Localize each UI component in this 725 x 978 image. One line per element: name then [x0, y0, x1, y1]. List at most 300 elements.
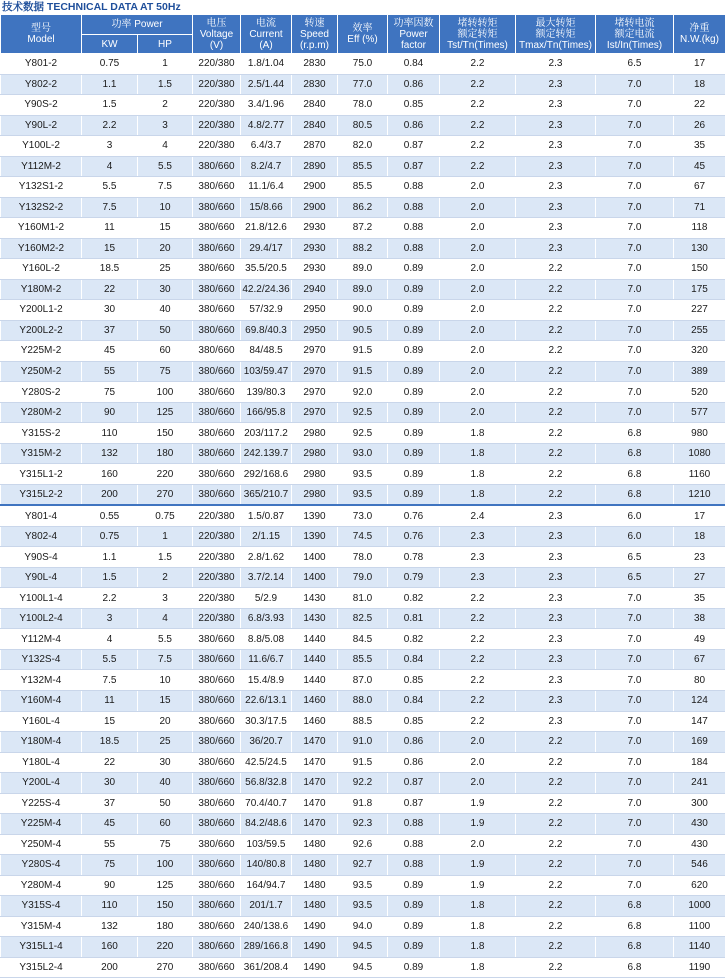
cell-voltage: 380/660	[193, 218, 241, 239]
cell-speed: 1400	[292, 567, 338, 588]
cell-voltage: 380/660	[193, 793, 241, 814]
cell-voltage: 380/660	[193, 341, 241, 362]
cell-kw: 1.1	[82, 547, 138, 568]
table-row	[1, 588, 725, 609]
cell-net-weight: 26	[674, 115, 725, 136]
cell-max-torque: 2.2	[516, 259, 596, 280]
cell-locked-torque: 2.4	[440, 505, 516, 526]
table-row	[1, 54, 725, 75]
cell-net-weight: 184	[674, 752, 725, 773]
cell-efficiency: 87.2	[338, 218, 388, 239]
cell-model: Y280S-4	[1, 855, 82, 876]
cell-kw: 18.5	[82, 732, 138, 753]
cell-hp: 4	[138, 136, 193, 157]
cell-locked-current: 6.8	[596, 423, 674, 444]
cell-power-factor: 0.89	[388, 341, 440, 362]
cell-hp: 180	[138, 443, 193, 464]
cell-efficiency: 92.2	[338, 773, 388, 794]
table-row	[1, 115, 725, 136]
cell-voltage: 380/660	[193, 320, 241, 341]
cell-locked-torque: 2.0	[440, 752, 516, 773]
cell-max-torque: 2.2	[516, 937, 596, 958]
cell-voltage: 380/660	[193, 834, 241, 855]
cell-max-torque: 2.3	[516, 177, 596, 198]
table-row	[1, 608, 725, 629]
cell-speed: 1430	[292, 608, 338, 629]
cell-net-weight: 67	[674, 649, 725, 670]
cell-model: Y90S-4	[1, 547, 82, 568]
cell-locked-current: 7.0	[596, 74, 674, 95]
cell-locked-current: 7.0	[596, 300, 674, 321]
cell-locked-current: 7.0	[596, 670, 674, 691]
cell-hp: 1	[138, 54, 193, 75]
cell-voltage: 380/660	[193, 875, 241, 896]
cell-max-torque: 2.2	[516, 834, 596, 855]
cell-voltage: 380/660	[193, 916, 241, 937]
cell-hp: 0.75	[138, 505, 193, 526]
cell-speed: 1490	[292, 957, 338, 978]
cell-voltage: 380/660	[193, 957, 241, 978]
cell-net-weight: 147	[674, 711, 725, 732]
cell-current: 1.5/0.87	[241, 505, 292, 526]
cell-locked-current: 7.0	[596, 156, 674, 177]
cell-power-factor: 0.78	[388, 547, 440, 568]
cell-power-factor: 0.86	[388, 732, 440, 753]
cell-speed: 2830	[292, 74, 338, 95]
table-row	[1, 690, 725, 711]
cell-speed: 1480	[292, 875, 338, 896]
cell-speed: 2980	[292, 484, 338, 505]
cell-max-torque: 2.2	[516, 279, 596, 300]
cell-speed: 2970	[292, 361, 338, 382]
cell-power-factor: 0.89	[388, 916, 440, 937]
cell-kw: 160	[82, 937, 138, 958]
cell-hp: 15	[138, 690, 193, 711]
cell-net-weight: 255	[674, 320, 725, 341]
cell-hp: 60	[138, 341, 193, 362]
cell-speed: 2980	[292, 423, 338, 444]
cell-speed: 2870	[292, 136, 338, 157]
cell-speed: 1470	[292, 752, 338, 773]
cell-current: 84.2/48.6	[241, 814, 292, 835]
cell-max-torque: 2.3	[516, 54, 596, 75]
cell-model: Y315S-2	[1, 423, 82, 444]
cell-efficiency: 91.8	[338, 793, 388, 814]
cell-hp: 30	[138, 752, 193, 773]
table-row	[1, 218, 725, 239]
cell-current: 30.3/17.5	[241, 711, 292, 732]
cell-current: 164/94.7	[241, 875, 292, 896]
cell-kw: 75	[82, 855, 138, 876]
cell-power-factor: 0.86	[388, 752, 440, 773]
cell-net-weight: 1080	[674, 443, 725, 464]
cell-model: Y180L-4	[1, 752, 82, 773]
table-row	[1, 505, 725, 526]
table-row	[1, 834, 725, 855]
cell-power-factor: 0.89	[388, 875, 440, 896]
cell-locked-torque: 2.2	[440, 156, 516, 177]
cell-speed: 1390	[292, 505, 338, 526]
cell-voltage: 380/660	[193, 732, 241, 753]
cell-net-weight: 577	[674, 402, 725, 423]
cell-model: Y160L-2	[1, 259, 82, 280]
cell-speed: 2840	[292, 95, 338, 116]
cell-hp: 75	[138, 361, 193, 382]
cell-current: 203/117.2	[241, 423, 292, 444]
cell-kw: 3	[82, 608, 138, 629]
cell-hp: 1.5	[138, 547, 193, 568]
cell-speed: 2930	[292, 218, 338, 239]
cell-power-factor: 0.76	[388, 526, 440, 547]
cell-kw: 55	[82, 834, 138, 855]
cell-locked-current: 6.0	[596, 526, 674, 547]
cell-efficiency: 89.0	[338, 259, 388, 280]
cell-power-factor: 0.86	[388, 74, 440, 95]
cell-locked-torque: 2.0	[440, 197, 516, 218]
cell-kw: 2.2	[82, 115, 138, 136]
cell-locked-torque: 2.3	[440, 567, 516, 588]
cell-kw: 200	[82, 484, 138, 505]
cell-current: 289/166.8	[241, 937, 292, 958]
cell-power-factor: 0.89	[388, 423, 440, 444]
cell-efficiency: 85.5	[338, 649, 388, 670]
cell-max-torque: 2.3	[516, 629, 596, 650]
cell-max-torque: 2.3	[516, 95, 596, 116]
cell-kw: 75	[82, 382, 138, 403]
cell-net-weight: 620	[674, 875, 725, 896]
table-row	[1, 937, 725, 958]
cell-max-torque: 2.2	[516, 443, 596, 464]
cell-locked-torque: 1.8	[440, 464, 516, 485]
table-row	[1, 402, 725, 423]
cell-locked-torque: 2.0	[440, 834, 516, 855]
cell-hp: 50	[138, 320, 193, 341]
cell-locked-current: 7.0	[596, 649, 674, 670]
table-row	[1, 156, 725, 177]
cell-locked-current: 7.0	[596, 197, 674, 218]
header-speed: 转速 Speed (r.p.m)	[292, 15, 338, 54]
table-row	[1, 649, 725, 670]
cell-voltage: 380/660	[193, 896, 241, 917]
cell-speed: 2970	[292, 382, 338, 403]
cell-model: Y160M2-2	[1, 238, 82, 259]
cell-power-factor: 0.87	[388, 156, 440, 177]
cell-model: Y90L-2	[1, 115, 82, 136]
cell-voltage: 380/660	[193, 711, 241, 732]
cell-voltage: 220/380	[193, 505, 241, 526]
table-row	[1, 382, 725, 403]
table-row	[1, 732, 725, 753]
cell-locked-current: 7.0	[596, 361, 674, 382]
cell-current: 4.8/2.77	[241, 115, 292, 136]
cell-locked-current: 7.0	[596, 690, 674, 711]
cell-efficiency: 89.0	[338, 279, 388, 300]
cell-max-torque: 2.2	[516, 957, 596, 978]
cell-speed: 1480	[292, 896, 338, 917]
cell-current: 361/208.4	[241, 957, 292, 978]
cell-efficiency: 91.5	[338, 341, 388, 362]
cell-speed: 2950	[292, 300, 338, 321]
cell-speed: 1480	[292, 834, 338, 855]
cell-locked-torque: 1.8	[440, 916, 516, 937]
cell-hp: 40	[138, 300, 193, 321]
cell-speed: 2930	[292, 238, 338, 259]
cell-power-factor: 0.89	[388, 279, 440, 300]
table-body	[1, 54, 725, 978]
cell-voltage: 220/380	[193, 547, 241, 568]
cell-locked-current: 7.0	[596, 814, 674, 835]
cell-current: 70.4/40.7	[241, 793, 292, 814]
cell-power-factor: 0.88	[388, 238, 440, 259]
cell-net-weight: 1210	[674, 484, 725, 505]
cell-kw: 90	[82, 875, 138, 896]
cell-efficiency: 78.0	[338, 95, 388, 116]
cell-net-weight: 175	[674, 279, 725, 300]
table-row	[1, 855, 725, 876]
cell-hp: 220	[138, 937, 193, 958]
cell-model: Y100L2-4	[1, 608, 82, 629]
cell-hp: 50	[138, 793, 193, 814]
cell-model: Y315L2-2	[1, 484, 82, 505]
table-row	[1, 464, 725, 485]
cell-locked-torque: 2.0	[440, 279, 516, 300]
cell-kw: 55	[82, 361, 138, 382]
header-kw: KW	[82, 35, 138, 54]
cell-locked-current: 7.0	[596, 279, 674, 300]
cell-current: 3.7/2.14	[241, 567, 292, 588]
cell-model: Y112M-2	[1, 156, 82, 177]
header-model: 型号 Model	[1, 15, 82, 54]
cell-current: 201/1.7	[241, 896, 292, 917]
cell-speed: 1490	[292, 937, 338, 958]
cell-hp: 125	[138, 402, 193, 423]
cell-speed: 1400	[292, 547, 338, 568]
cell-locked-torque: 1.9	[440, 855, 516, 876]
cell-max-torque: 2.3	[516, 649, 596, 670]
cell-current: 11.6/6.7	[241, 649, 292, 670]
header-locked-current: 堵转电流 额定电流 Ist/In(Times)	[596, 15, 674, 54]
cell-locked-current: 7.0	[596, 629, 674, 650]
cell-locked-current: 6.5	[596, 567, 674, 588]
cell-speed: 2830	[292, 54, 338, 75]
cell-locked-torque: 2.2	[440, 95, 516, 116]
cell-max-torque: 2.3	[516, 670, 596, 691]
cell-current: 42.2/24.36	[241, 279, 292, 300]
cell-kw: 0.75	[82, 526, 138, 547]
cell-power-factor: 0.89	[388, 484, 440, 505]
cell-net-weight: 169	[674, 732, 725, 753]
cell-max-torque: 2.2	[516, 916, 596, 937]
cell-hp: 75	[138, 834, 193, 855]
cell-max-torque: 2.2	[516, 341, 596, 362]
cell-max-torque: 2.2	[516, 484, 596, 505]
cell-current: 11.1/6.4	[241, 177, 292, 198]
cell-efficiency: 79.0	[338, 567, 388, 588]
cell-locked-torque: 2.3	[440, 547, 516, 568]
cell-hp: 125	[138, 875, 193, 896]
cell-locked-current: 7.0	[596, 341, 674, 362]
cell-model: Y801-2	[1, 54, 82, 75]
cell-power-factor: 0.88	[388, 834, 440, 855]
cell-power-factor: 0.85	[388, 670, 440, 691]
cell-model: Y802-2	[1, 74, 82, 95]
header-locked-torque: 堵转转矩 额定转矩 Tst/Tn(Times)	[440, 15, 516, 54]
table-row	[1, 752, 725, 773]
cell-hp: 2	[138, 95, 193, 116]
cell-efficiency: 93.5	[338, 464, 388, 485]
cell-kw: 7.5	[82, 670, 138, 691]
cell-locked-torque: 1.9	[440, 875, 516, 896]
cell-net-weight: 389	[674, 361, 725, 382]
cell-locked-torque: 1.8	[440, 937, 516, 958]
cell-speed: 1490	[292, 916, 338, 937]
cell-voltage: 380/660	[193, 649, 241, 670]
cell-max-torque: 2.3	[516, 690, 596, 711]
cell-locked-current: 6.0	[596, 505, 674, 526]
cell-max-torque: 2.2	[516, 361, 596, 382]
cell-net-weight: 300	[674, 793, 725, 814]
cell-net-weight: 430	[674, 834, 725, 855]
cell-voltage: 380/660	[193, 937, 241, 958]
cell-kw: 45	[82, 341, 138, 362]
cell-current: 6.8/3.93	[241, 608, 292, 629]
header-hp: HP	[138, 35, 193, 54]
cell-speed: 1390	[292, 526, 338, 547]
cell-power-factor: 0.86	[388, 115, 440, 136]
cell-speed: 1470	[292, 773, 338, 794]
cell-locked-torque: 2.0	[440, 341, 516, 362]
cell-max-torque: 2.2	[516, 793, 596, 814]
cell-max-torque: 2.3	[516, 608, 596, 629]
cell-locked-current: 7.0	[596, 320, 674, 341]
cell-current: 57/32.9	[241, 300, 292, 321]
table-row	[1, 547, 725, 568]
cell-voltage: 380/660	[193, 361, 241, 382]
cell-efficiency: 93.0	[338, 443, 388, 464]
cell-hp: 150	[138, 423, 193, 444]
cell-efficiency: 73.0	[338, 505, 388, 526]
cell-efficiency: 81.0	[338, 588, 388, 609]
cell-locked-current: 7.0	[596, 95, 674, 116]
cell-efficiency: 84.5	[338, 629, 388, 650]
cell-model: Y225S-4	[1, 793, 82, 814]
cell-power-factor: 0.85	[388, 711, 440, 732]
cell-hp: 100	[138, 855, 193, 876]
cell-hp: 25	[138, 732, 193, 753]
table-row	[1, 443, 725, 464]
cell-locked-current: 7.0	[596, 752, 674, 773]
cell-power-factor: 0.85	[388, 95, 440, 116]
cell-locked-torque: 2.0	[440, 382, 516, 403]
cell-current: 139/80.3	[241, 382, 292, 403]
cell-hp: 270	[138, 957, 193, 978]
cell-voltage: 380/660	[193, 484, 241, 505]
cell-model: Y315S-4	[1, 896, 82, 917]
cell-voltage: 380/660	[193, 382, 241, 403]
cell-hp: 270	[138, 484, 193, 505]
cell-speed: 2930	[292, 259, 338, 280]
cell-efficiency: 88.0	[338, 690, 388, 711]
cell-power-factor: 0.89	[388, 464, 440, 485]
cell-kw: 4	[82, 156, 138, 177]
cell-net-weight: 1140	[674, 937, 725, 958]
cell-speed: 2940	[292, 279, 338, 300]
cell-max-torque: 2.3	[516, 567, 596, 588]
cell-hp: 4	[138, 608, 193, 629]
cell-locked-current: 7.0	[596, 382, 674, 403]
cell-kw: 4	[82, 629, 138, 650]
cell-locked-current: 6.8	[596, 484, 674, 505]
cell-kw: 110	[82, 423, 138, 444]
cell-power-factor: 0.88	[388, 218, 440, 239]
table-row	[1, 74, 725, 95]
cell-max-torque: 2.2	[516, 382, 596, 403]
cell-current: 140/80.8	[241, 855, 292, 876]
cell-kw: 37	[82, 320, 138, 341]
cell-current: 103/59.5	[241, 834, 292, 855]
cell-model: Y160M1-2	[1, 218, 82, 239]
table-row	[1, 567, 725, 588]
cell-current: 1.8/1.04	[241, 54, 292, 75]
cell-voltage: 380/660	[193, 690, 241, 711]
cell-model: Y315M-4	[1, 916, 82, 937]
cell-locked-torque: 2.0	[440, 402, 516, 423]
table-row	[1, 423, 725, 444]
table-row	[1, 238, 725, 259]
cell-net-weight: 22	[674, 95, 725, 116]
cell-speed: 1470	[292, 793, 338, 814]
cell-speed: 1440	[292, 670, 338, 691]
cell-locked-torque: 1.9	[440, 814, 516, 835]
cell-current: 36/20.7	[241, 732, 292, 753]
header-current: 电流 Current (A)	[241, 15, 292, 54]
cell-net-weight: 67	[674, 177, 725, 198]
cell-locked-torque: 2.2	[440, 608, 516, 629]
cell-locked-torque: 2.0	[440, 259, 516, 280]
cell-current: 166/95.8	[241, 402, 292, 423]
table-row	[1, 773, 725, 794]
cell-power-factor: 0.89	[388, 320, 440, 341]
cell-speed: 2900	[292, 197, 338, 218]
cell-locked-current: 6.5	[596, 547, 674, 568]
cell-voltage: 380/660	[193, 156, 241, 177]
cell-max-torque: 2.2	[516, 320, 596, 341]
cell-locked-torque: 2.0	[440, 238, 516, 259]
header-voltage: 电压 Voltage (V)	[193, 15, 241, 54]
cell-net-weight: 118	[674, 218, 725, 239]
cell-max-torque: 2.3	[516, 156, 596, 177]
cell-power-factor: 0.84	[388, 690, 440, 711]
cell-current: 56.8/32.8	[241, 773, 292, 794]
cell-current: 6.4/3.7	[241, 136, 292, 157]
cell-voltage: 380/660	[193, 423, 241, 444]
cell-voltage: 220/380	[193, 567, 241, 588]
cell-kw: 132	[82, 916, 138, 937]
cell-efficiency: 91.5	[338, 361, 388, 382]
cell-hp: 180	[138, 916, 193, 937]
cell-efficiency: 87.0	[338, 670, 388, 691]
cell-net-weight: 27	[674, 567, 725, 588]
cell-hp: 30	[138, 279, 193, 300]
cell-max-torque: 2.3	[516, 238, 596, 259]
cell-net-weight: 49	[674, 629, 725, 650]
cell-kw: 200	[82, 957, 138, 978]
cell-voltage: 380/660	[193, 238, 241, 259]
cell-locked-current: 6.8	[596, 916, 674, 937]
cell-power-factor: 0.88	[388, 197, 440, 218]
cell-model: Y160M-4	[1, 690, 82, 711]
cell-current: 8.8/5.08	[241, 629, 292, 650]
